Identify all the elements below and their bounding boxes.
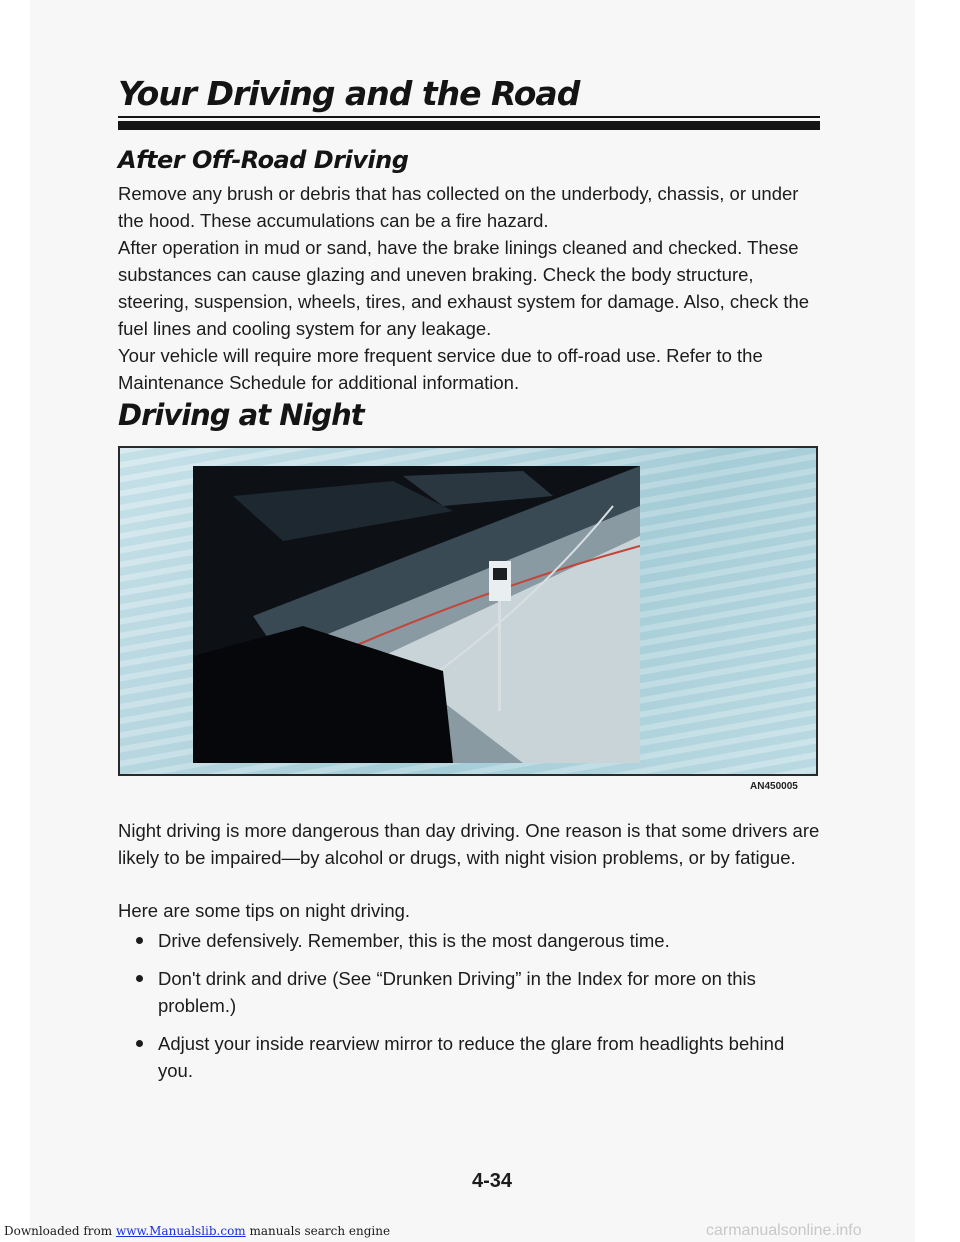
- list-item: [136, 965, 816, 1019]
- bullet-icon: [136, 975, 143, 982]
- page-number: 4-34: [472, 1170, 513, 1192]
- tip-text: Drive defensively. Remember, this is the most dangerous time.: [158, 930, 670, 951]
- title-rule-thick: [118, 121, 820, 130]
- tip-text: Adjust your inside rearview mirror to reduce the glare from headlights behind you.: [158, 1033, 785, 1081]
- offroad-paragraph-3: Your vehicle will require more frequent service due to off-road use. Refer to the Maintenance Schedule for additional information.: [118, 345, 763, 393]
- heading-driving-at-night: Driving at Night: [118, 398, 364, 432]
- footer-prefix: Downloaded from: [4, 1224, 116, 1238]
- bullet-icon: [136, 1040, 143, 1047]
- download-footer: [4, 1224, 390, 1238]
- offroad-paragraph-1: Remove any brush or debris that has collected on the underbody, chassis, or under the hood. These accumulations can be a fire hazard.: [118, 183, 799, 231]
- night-driving-illustration: [118, 446, 818, 776]
- night-road-scene: [193, 466, 640, 763]
- figure-code: AN450005: [750, 781, 798, 792]
- night-tips-list: [136, 927, 816, 1095]
- manualslib-link[interactable]: www.Manualslib.com: [115, 1224, 246, 1238]
- heading-after-offroad: After Off-Road Driving: [118, 146, 409, 174]
- bullet-icon: [136, 937, 143, 944]
- night-paragraph-2: Here are some tips on night driving.: [118, 900, 411, 921]
- watermark: carmanualsonline.info: [706, 1222, 862, 1239]
- night-paragraph-1: Night driving is more dangerous than day driving. One reason is that some drivers are likely to be impaired—by alcohol or drugs, with night vision problems, or by fatigue.: [118, 820, 820, 868]
- page-title: Your Driving and the Road: [118, 74, 580, 113]
- title-rule: [118, 116, 820, 118]
- night-road-photo: [193, 466, 640, 763]
- tip-text: Don't drink and drive (See “Drunken Driving” in the Index for more on this problem.): [158, 968, 756, 1016]
- footer-suffix: manuals search engine: [245, 1224, 391, 1238]
- offroad-paragraph-2: After operation in mud or sand, have the brake linings cleaned and checked. These substances can cause glazing and uneven braking. Check the body structure, steering, suspension, wheels, tires, and exhaust system for damage. Also, check the fuel lines and cooling system for any leakage.: [118, 237, 810, 339]
- list-item: [136, 927, 816, 954]
- list-item: [136, 1030, 816, 1084]
